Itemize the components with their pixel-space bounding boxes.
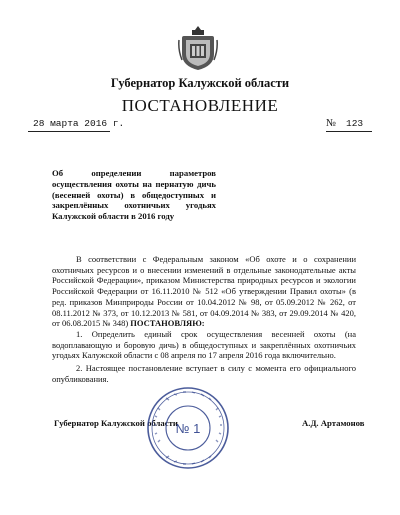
document-date: 28 марта 2016 г.: [33, 118, 125, 129]
official-seal-icon: [146, 386, 230, 470]
number-value: 123: [346, 118, 364, 129]
number-label: №: [326, 118, 337, 129]
document-subject: Об определении параметров осуществления охоты на пернатую дичь (весенней охоты) в общедоступных и закреплённых охотничьих угодьях Калужской области в 2016 году: [52, 168, 216, 222]
document-body: [52, 254, 356, 384]
date-underline: [28, 131, 110, 132]
coat-of-arms-icon: [178, 24, 218, 72]
organization-heading: Губернатор Калужской области: [110, 76, 290, 90]
signer-name: А.Д. Артамонов: [302, 418, 365, 428]
preamble-paragraph: [52, 254, 356, 329]
number-underline: [326, 131, 372, 132]
document-number: [326, 118, 363, 129]
signer-title: Губернатор Калужской области: [54, 418, 178, 428]
resolves-keyword: ПОСТАНОВЛЯЮ:: [130, 318, 205, 329]
item-1-paragraph: 1. Определить единый срок осуществления весенней охоты (на водоплавающую и боровую дичь) в общедоступных и закреплённых охотничьих угодьях Калужской области с 08 апреля по 17 апреля 2016 года включительно.: [52, 328, 356, 361]
item-2-paragraph: 2. Настоящее постановление вступает в силу с момента его официального опубликования.: [52, 363, 356, 384]
stamp-center-text: № 1: [175, 421, 201, 436]
document-type-title: ПОСТАНОВЛЕНИЕ: [121, 96, 279, 115]
preamble-text: В соответствии с Федеральным законом «Об охоте и о сохранении охотничьих ресурсов и о внесении изменений в отдельные законодательные акты Российской Федерации», приказом Министерства природных ресурсов и экологии Российской Федерации от 16.11.2010 № 512 «Об утверждении Правил охоты» (в ред. приказов Минприроды России от 10.04.2012 № 98, от 05.09.2012 № 262, от 08.11.2012 № 373, от 10.12.2013 № 581, от 04.09.2014 № 383, от 29.09.2014 № 420, от 06.08.2015 № 348): [52, 254, 356, 329]
